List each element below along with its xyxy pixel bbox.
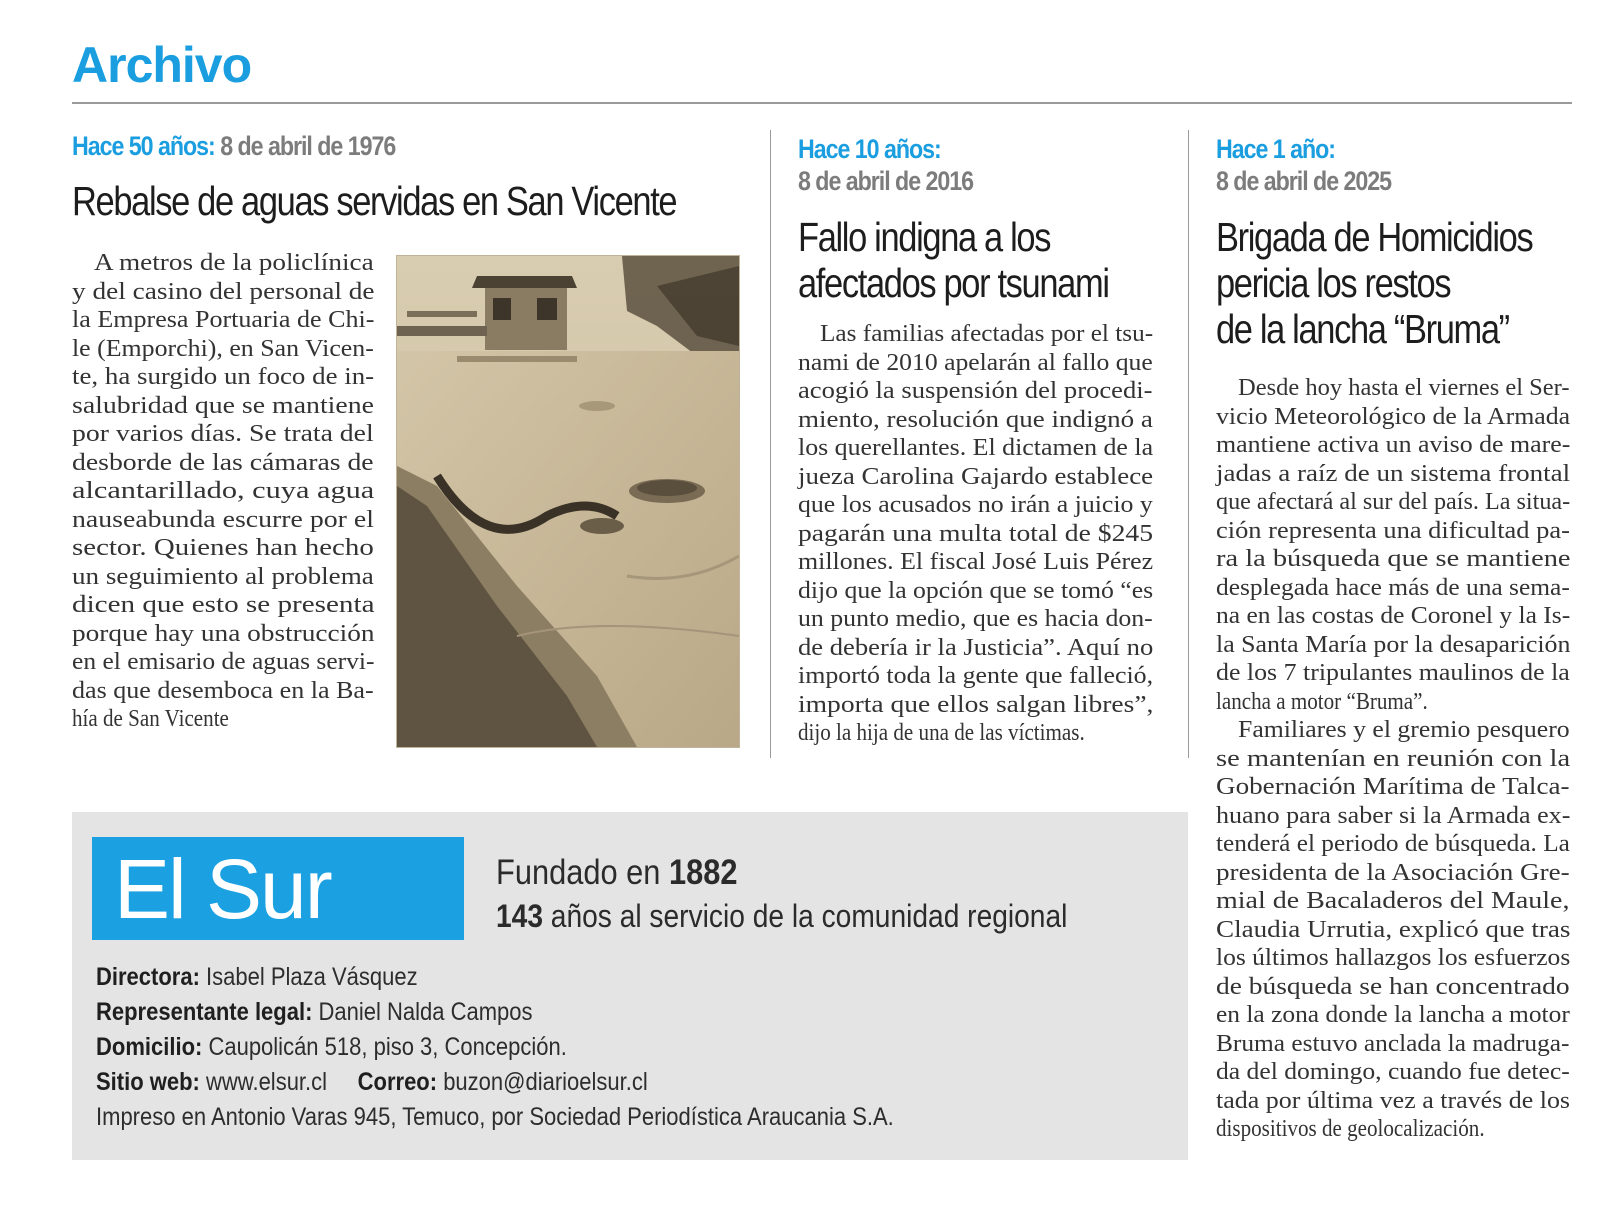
kicker-label: Hace 50 años:: [72, 131, 215, 161]
body-line: por varios días. Se trata del: [72, 420, 374, 447]
founded-label: Fundado en: [496, 853, 661, 892]
body-line: presidenta de la Asociación Gre-: [1216, 858, 1570, 886]
body-line: los últimos hallazgos los esfuerzos: [1216, 944, 1571, 971]
body-line: en la zona donde la lancha a motor: [1216, 1001, 1570, 1028]
body-line: que afectará al sur del país. La situa-: [1216, 488, 1571, 515]
headline-line: Fallo indigna a los: [798, 214, 1051, 260]
kicker-date: 8 de abril de 2016: [798, 166, 974, 196]
address-label: Domicilio:: [96, 1033, 203, 1061]
body-line: la Empresa Portuaria de Chi-: [72, 306, 375, 333]
logo-text: El Sur: [114, 842, 331, 936]
body-line: te, ha surgido un foco de in-: [72, 363, 375, 390]
body-line: dispositivos de geolocalización.: [1216, 1115, 1485, 1142]
body-line: lancha a motor “Bruma”.: [1216, 687, 1428, 715]
body-line: A metros de la policlínica: [94, 249, 374, 276]
body-line: de los 7 tripulantes maulinos de la: [1216, 659, 1570, 686]
headline-line: de la lancha “Bruma”: [1216, 306, 1509, 352]
archive-kicker-date-1: [1216, 164, 1391, 198]
body-line: mantiene activa un aviso de mare-: [1216, 431, 1571, 458]
address-line: [96, 1032, 567, 1062]
archive-kicker-1: [1216, 132, 1335, 166]
printed-line: Impreso en Antonio Varas 945, Temuco, por Sociedad Periodística Araucania S.A.: [96, 1103, 894, 1131]
article-body-2025: [1216, 374, 1570, 1144]
headline-line: afectados por tsunami: [798, 260, 1109, 306]
headline-2016: [798, 214, 1109, 306]
founded-line: [496, 852, 738, 894]
legal-label: Representante legal:: [96, 998, 313, 1026]
body-line: Claudia Urrutia, explicó que tras: [1216, 915, 1571, 943]
archive-kicker-50: [72, 129, 395, 163]
director-value: Isabel Plaza Vásquez: [206, 963, 418, 991]
email-link[interactable]: buzon@diarioelsur.cl: [443, 1068, 648, 1096]
body-line: jadas a raíz de un sistema frontal: [1216, 459, 1571, 487]
body-line: dijo que la opción que se tomó “es: [798, 576, 1154, 604]
masthead-box: [72, 812, 1188, 1160]
body-line: un seguimiento al problema: [72, 562, 374, 590]
director-line: [96, 962, 418, 992]
legal-value: Daniel Nalda Campos: [318, 998, 533, 1026]
years-text: años al servicio de la comunidad regional: [550, 898, 1068, 934]
headline-2025: [1216, 214, 1532, 352]
body-line: se mantenían en reunión con la: [1216, 744, 1571, 772]
kicker-date: 8 de abril de 2025: [1216, 166, 1392, 196]
body-line: tenderá el periodo de búsqueda. La: [1216, 830, 1570, 857]
body-line: acogió la suspensión del procedi-: [798, 377, 1153, 404]
body-line: desborde de las cámaras de: [72, 448, 374, 476]
headline-line: pericia los restos: [1216, 260, 1451, 306]
kicker-label: Hace 1 año:: [1216, 134, 1335, 164]
column-divider: [770, 130, 771, 758]
body-line: pagarán una multa total de $245: [798, 519, 1154, 547]
body-line: la Santa María por la desaparición: [1216, 630, 1571, 658]
body-line: das que desemboca en la Ba-: [72, 676, 374, 704]
headline-line: Brigada de Homicidios: [1216, 214, 1533, 260]
column-divider: [1188, 130, 1189, 758]
years-number: 143: [496, 898, 543, 934]
article-body-1976: [72, 249, 374, 734]
contact-line: [96, 1067, 648, 1097]
body-line: da del domingo, cuando fue detec-: [1216, 1058, 1570, 1085]
body-line: Las familias afectadas por el tsu-: [820, 320, 1154, 347]
body-line: tada por última vez a través de los: [1216, 1086, 1571, 1114]
body-line: que los acusados no irán a juicio y: [798, 491, 1153, 518]
body-line: y del casino del personal de: [72, 277, 375, 305]
archive-photo: [396, 255, 740, 748]
body-line: jueza Carolina Gajardo establece: [798, 462, 1154, 490]
body-line: salubridad que se mantiene: [72, 391, 375, 419]
body-line: importa que ellos salgan libres”,: [798, 690, 1154, 718]
kicker-date: 8 de abril de 1976: [220, 131, 396, 161]
legal-rep-line: [96, 997, 533, 1027]
body-line: alcantarillado, cuya agua: [72, 477, 375, 504]
body-line: de búsqueda se han concentrado: [1216, 972, 1570, 1000]
top-rule: [72, 102, 1572, 104]
body-line: huano para saber si la Armada ex-: [1216, 801, 1571, 829]
address-value: Caupolicán 518, piso 3, Concepción.: [208, 1033, 567, 1061]
body-line: sector. Quienes han hecho: [72, 534, 374, 561]
body-line: Gobernación Marítima de Talca-: [1216, 773, 1570, 800]
body-line: le (Emporchi), en San Vicen-: [72, 334, 374, 362]
body-line: millones. El fiscal José Luis Pérez: [798, 548, 1154, 575]
body-line: porque hay una obstrucción: [72, 619, 375, 647]
el-sur-logo: [92, 837, 464, 940]
body-line: na en las costas de Coronel y la Is-: [1216, 602, 1571, 629]
website-link[interactable]: www.elsur.cl: [206, 1068, 328, 1096]
archive-kicker-date-10: [798, 164, 973, 198]
body-line: dijo la hija de una de las víctimas.: [798, 719, 1085, 746]
years-service-line: [496, 896, 1067, 936]
body-line: desplegada hace más de una sema-: [1216, 573, 1570, 601]
body-line: dicen que esto se presenta: [72, 591, 375, 618]
headline-1976: Rebalse de aguas servidas en San Vicente: [72, 178, 677, 224]
body-line: un punto medio, que es hacia don-: [798, 605, 1153, 632]
section-title: Archivo: [72, 37, 252, 93]
body-line: ra la búsqueda que se mantiene: [1216, 545, 1571, 572]
body-line: miento, resolución que indignó a: [798, 405, 1153, 433]
director-label: Directora:: [96, 963, 200, 991]
body-line: de debería ir la Justicia”. Aquí no: [798, 633, 1154, 661]
archive-kicker-10: [798, 132, 941, 166]
body-line: nami de 2010 apelarán al fallo que: [798, 348, 1153, 376]
body-line: importó toda la gente que falleció,: [798, 662, 1154, 689]
body-line: nauseabunda escurre por el: [72, 505, 374, 533]
body-line: los querellantes. El dictamen de la: [798, 434, 1154, 461]
founded-year: 1882: [668, 853, 738, 892]
article-body-2016: [798, 320, 1153, 748]
kicker-label: Hace 10 años:: [798, 134, 941, 164]
body-line: Familiares y el gremio pesquero: [1238, 716, 1570, 743]
body-line: Bruma estuvo anclada la madruga-: [1216, 1029, 1570, 1057]
body-line: ción representa una dificultad pa-: [1216, 516, 1570, 544]
body-line: Desde hoy hasta el viernes el Ser-: [1238, 374, 1570, 401]
body-line: mial de Bacaladeros del Maule,: [1216, 887, 1570, 914]
body-line: vicio Meteorológico de la Armada: [1216, 402, 1571, 430]
mail-label: Correo:: [357, 1068, 438, 1096]
body-line: en el emisario de aguas servi-: [72, 648, 375, 675]
web-label: Sitio web:: [96, 1068, 200, 1096]
body-line: hía de San Vicente: [72, 705, 229, 732]
